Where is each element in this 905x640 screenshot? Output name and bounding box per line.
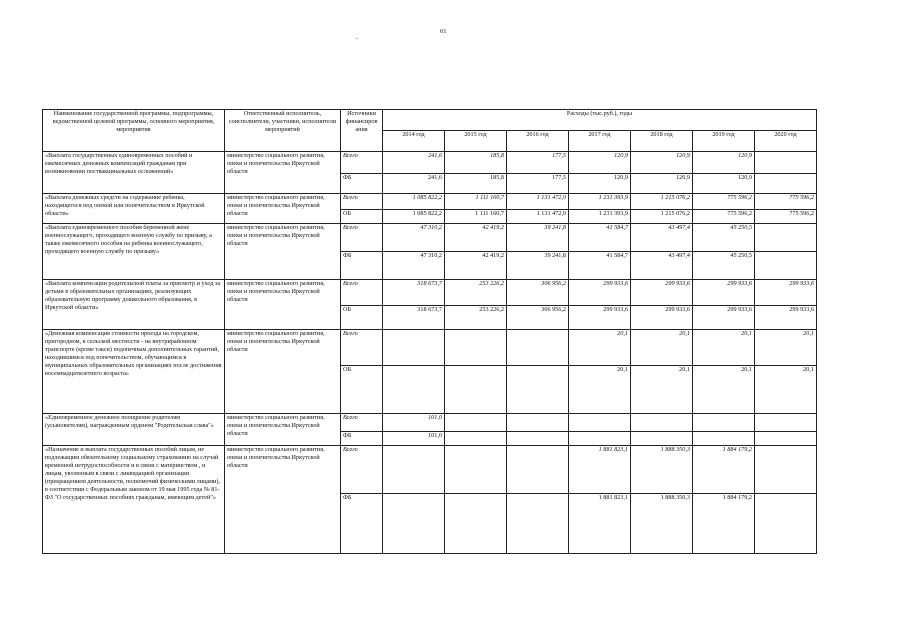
budget-value [445, 366, 507, 414]
executor: министерство социального развития, опеки и попечительства Иркутской области [225, 194, 341, 224]
total-value: 241,6 [383, 152, 445, 174]
budget-value: 1 231 393,9 [569, 210, 631, 224]
total-value: 39 241,8 [507, 224, 569, 252]
total-value [507, 414, 569, 432]
budget-value: 20,1 [755, 366, 817, 414]
source-budget: ФБ [341, 252, 383, 280]
executor: министерство социального развития, опеки и попечительства Иркутской области [225, 330, 341, 414]
budget-value: 1 131 472,0 [507, 210, 569, 224]
total-value [755, 224, 817, 252]
table-row [43, 194, 817, 210]
header-expenses: Расходы (тыс.руб.), годы [383, 110, 817, 131]
budget-value: 306 956,2 [507, 306, 569, 330]
page-mark: - [356, 36, 358, 42]
measure-name: «Выплата единовременного пособия беременной жене военнослужащего, проходящего военную службу по призыву, а также ежемесячного пособия на ребенка военнослужащего, проходящего военную службу по призыву» [43, 224, 225, 280]
measure-name: «Назначение и выплата государственных пособий лицам, не подлежащим обязательному социальному страхованию на случай временной нетрудоспособности и в связи с материнством , и лицам, уволенным в связи с ликвидацией организации (прекращением деятельности, полномочий физическими лицами), в соответствии с Федеральным законом от 19 мая 1995 года № 81-ФЗ "О государственных пособиях гражданам, имеющим детей"» [43, 446, 225, 554]
measure-name: «Выплата денежных средств на содержание ребенка, находящегося под опекой или попечительством в Иркутской области» [43, 194, 225, 224]
total-value: 101,0 [383, 414, 445, 432]
budget-value [693, 432, 755, 446]
total-value [755, 446, 817, 494]
source-budget: ФБ [341, 494, 383, 554]
table-row [43, 446, 817, 494]
budget-value: 1 884 179,2 [693, 494, 755, 554]
total-value: 120,9 [569, 152, 631, 174]
budget-value: 41 584,7 [569, 252, 631, 280]
budget-value: 120,9 [631, 174, 693, 194]
budget-value: 1 215 076,2 [631, 210, 693, 224]
total-value: 177,5 [507, 152, 569, 174]
budget-value [755, 432, 817, 446]
total-value: 306 956,2 [507, 280, 569, 306]
budget-value [507, 494, 569, 554]
source-total: Всего [341, 194, 383, 210]
total-value [755, 152, 817, 174]
total-value: 120,9 [693, 152, 755, 174]
total-value [383, 330, 445, 366]
budget-value: 120,9 [569, 174, 631, 194]
budget-value: 101,0 [383, 432, 445, 446]
budget-value: 120,9 [693, 174, 755, 194]
header-year: 2015 год [445, 131, 507, 152]
total-value: 42 419,2 [445, 224, 507, 252]
total-value: 20,1 [755, 330, 817, 366]
table-row [43, 280, 817, 306]
budget-value [755, 494, 817, 554]
total-value: 299 933,6 [693, 280, 755, 306]
total-value: 299 933,6 [631, 280, 693, 306]
budget-value: 42 419,2 [445, 252, 507, 280]
source-budget: ОБ [341, 366, 383, 414]
page-number: 61 [440, 28, 447, 35]
executor: министерство социального развития, опеки и попечительства Иркутской области [225, 280, 341, 330]
budget-value: 39 241,8 [507, 252, 569, 280]
budget-value [507, 432, 569, 446]
total-value: 299 933,6 [569, 280, 631, 306]
total-value: 1 131 472,0 [507, 194, 569, 210]
total-value: 1 085 822,2 [383, 194, 445, 210]
table-row [43, 414, 817, 432]
source-total: Всего [341, 280, 383, 306]
budget-value: 43 497,4 [631, 252, 693, 280]
total-value: 1 881 823,1 [569, 446, 631, 494]
budget-value [383, 366, 445, 414]
source-total: Всего [341, 446, 383, 494]
source-total: Всего [341, 224, 383, 252]
executor: министерство социального развития, опеки и попечительства Иркутской области [225, 152, 341, 194]
budget-value: 45 250,5 [693, 252, 755, 280]
total-value: 45 250,5 [693, 224, 755, 252]
budget-value: 1 111 160,7 [445, 210, 507, 224]
executor: министерство социального развития, опеки и попечительства Иркутской области [225, 224, 341, 280]
total-value: 1 111 160,7 [445, 194, 507, 210]
budget-value: 299 933,6 [755, 306, 817, 330]
budget-value: 185,8 [445, 174, 507, 194]
source-budget: ФБ [341, 432, 383, 446]
budget-value [569, 432, 631, 446]
budget-value: 775 596,2 [755, 210, 817, 224]
total-value: 1 888 350,3 [631, 446, 693, 494]
budget-value: 20,1 [693, 366, 755, 414]
source-budget: ФБ [341, 174, 383, 194]
header-executor: Ответственный исполнитель, соисполнители, участники, исполнители мероприятий [225, 110, 341, 152]
header-name: Наименование государственной программы, подпрограммы, ведомственной целевой программы, основного мероприятия, мероприятия [43, 110, 225, 152]
total-value [445, 446, 507, 494]
budget-value: 253 226,2 [445, 306, 507, 330]
budget-value [507, 366, 569, 414]
header-year: 2014 год [383, 131, 445, 152]
source-budget: ОБ [341, 306, 383, 330]
executor: министерство социального развития, опеки и попечительства Иркутской области [225, 446, 341, 554]
total-value: 1 215 076,2 [631, 194, 693, 210]
budget-value: 299 933,6 [693, 306, 755, 330]
total-value: 185,8 [445, 152, 507, 174]
total-value: 318 673,7 [383, 280, 445, 306]
total-value: 253 226,2 [445, 280, 507, 306]
budget-value: 775 596,2 [693, 210, 755, 224]
total-value [507, 330, 569, 366]
budget-value: 47 310,2 [383, 252, 445, 280]
source-total: Всего [341, 330, 383, 366]
table-row [43, 224, 817, 252]
total-value [445, 414, 507, 432]
budget-value [631, 432, 693, 446]
total-value [507, 446, 569, 494]
header-year: 2018 год [631, 131, 693, 152]
measure-name: «Денежная компенсация стоимости проезда на городском, пригородном, в сельской местности - на внутрирайонном транспорте (кроме такси) подопечным дополнительных гарантий, находившимся под попечительством, обучающимся в муниципальных образовательных организациях после достижения восемнадцатилетнего возраста» [43, 330, 225, 414]
budget-value: 299 933,6 [631, 306, 693, 330]
source-total: Всего [341, 152, 383, 174]
executor: министерство социального развития, опеки и попечительства Иркутской области [225, 414, 341, 446]
budget-value: 20,1 [631, 366, 693, 414]
header-year: 2017 год [569, 131, 631, 152]
measure-name: «Единовременное денежное поощрение родителям (усыновителям), награжденным орденом "Родительская слава"» [43, 414, 225, 446]
budget-value: 1 085 822,2 [383, 210, 445, 224]
measure-name: «Выплата государственных единовременных пособий и ежемесячных денежных компенсаций гражданам при возникновении поствакцинальных осложнений» [43, 152, 225, 194]
header-source: Источники финансиров ания [341, 110, 383, 152]
budget-value: 1 888 350,3 [631, 494, 693, 554]
total-value: 1 231 393,9 [569, 194, 631, 210]
total-value [631, 414, 693, 432]
total-value: 775 596,2 [755, 194, 817, 210]
budget-value: 318 673,7 [383, 306, 445, 330]
budget-value: 20,1 [569, 366, 631, 414]
table-row [43, 152, 817, 174]
header-year: 2019 год [693, 131, 755, 152]
measure-name: «Выплата компенсации родительской платы за присмотр и уход за детьми в образовательных организациях, реализующих образовательную программу дошкольного образования, в Иркутской области» [43, 280, 225, 330]
total-value [693, 414, 755, 432]
header-year: 2020 год [755, 131, 817, 152]
total-value [383, 446, 445, 494]
total-value [445, 330, 507, 366]
total-value: 1 884 179,2 [693, 446, 755, 494]
budget-value [445, 432, 507, 446]
total-value: 47 310,2 [383, 224, 445, 252]
budget-value [383, 494, 445, 554]
total-value [755, 414, 817, 432]
total-value: 20,1 [631, 330, 693, 366]
total-value: 43 497,4 [631, 224, 693, 252]
budget-value [755, 174, 817, 194]
header-year: 2016 год [507, 131, 569, 152]
expenses-table [42, 109, 817, 554]
budget-value: 299 933,6 [569, 306, 631, 330]
total-value: 299 933,6 [755, 280, 817, 306]
total-value: 775 596,2 [693, 194, 755, 210]
table-row [43, 330, 817, 366]
budget-value: 241,6 [383, 174, 445, 194]
budget-value: 177,5 [507, 174, 569, 194]
total-value: 120,9 [631, 152, 693, 174]
total-value: 20,1 [569, 330, 631, 366]
total-value: 20,1 [693, 330, 755, 366]
total-value: 41 584,7 [569, 224, 631, 252]
source-budget: ОБ [341, 210, 383, 224]
budget-value [755, 252, 817, 280]
source-total: Всего [341, 414, 383, 432]
total-value [569, 414, 631, 432]
budget-value [445, 494, 507, 554]
budget-value: 1 881 823,1 [569, 494, 631, 554]
